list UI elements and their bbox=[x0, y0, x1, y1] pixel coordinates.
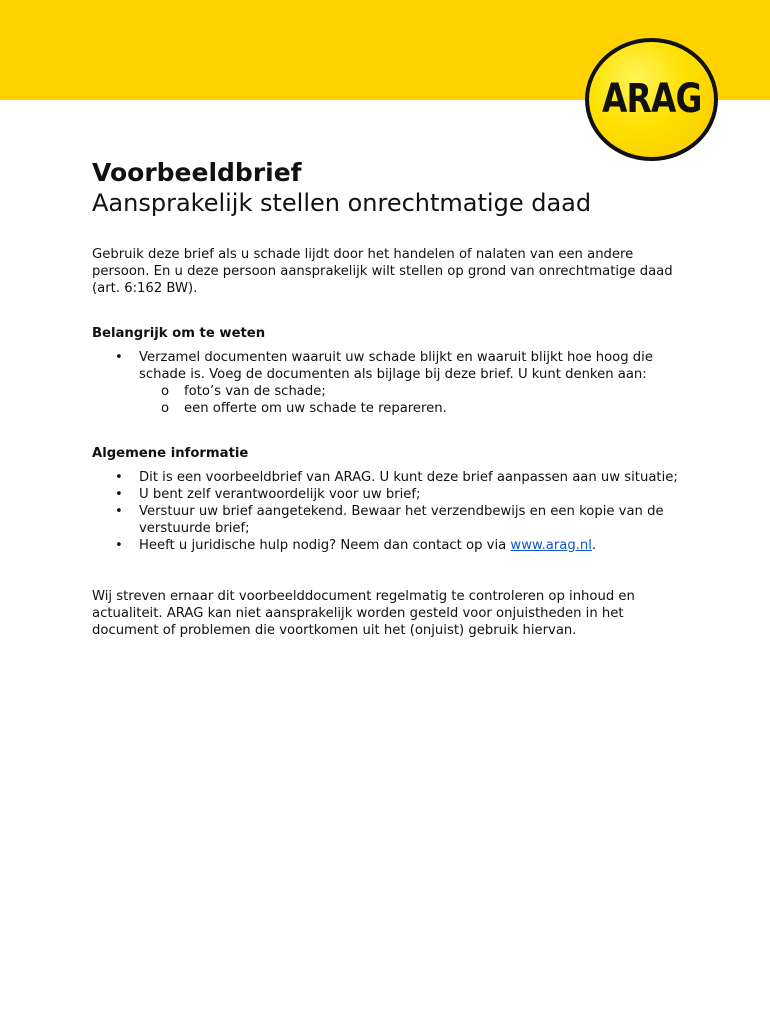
list-item bbox=[139, 537, 692, 554]
document-subtitle: Aansprakelijk stellen onrechtmatige daad bbox=[92, 189, 592, 217]
document-title: Voorbeeldbrief bbox=[92, 158, 302, 187]
list-item-suffix: . bbox=[591, 538, 597, 553]
important-heading: Belangrijk om te weten bbox=[92, 326, 266, 341]
arag-logo-disc bbox=[589, 42, 714, 157]
disclaimer-paragraph: Wij streven ernaar dit voorbeelddocument regelmatig te controleren op inhoud en actualiteit. ARAG kan niet aansprakelijk worden gesteld voor onjuistheden in het document of problemen die voortkomen uit het (onjuist) gebruik hiervan. bbox=[92, 589, 635, 638]
arag-logo bbox=[585, 38, 718, 161]
list-item: • Dit is een voorbeeldbrief van ARAG. U kunt deze brief aanpassen aan uw situatie; bbox=[139, 469, 692, 486]
list-item-text: Verzamel documenten waaruit uw schade blijkt en waaruit blijkt hoe hoog die schade is. Voeg de documenten als bijlage bij deze brief. U kunt denken aan: bbox=[139, 350, 653, 382]
general-list bbox=[92, 469, 692, 554]
important-list bbox=[92, 349, 692, 417]
list-item bbox=[139, 349, 692, 417]
list-item: • Verstuur uw brief aangetekend. Bewaar het verzendbewijs en een kopie van de verstuurde brief; bbox=[139, 503, 692, 537]
sub-list bbox=[139, 383, 692, 417]
document-body bbox=[92, 158, 692, 639]
arag-logo-text: ARAG bbox=[601, 75, 702, 122]
general-heading: Algemene informatie bbox=[92, 446, 249, 461]
arag-website-link[interactable]: www.arag.nl bbox=[510, 538, 592, 553]
list-item: • U bent zelf verantwoordelijk voor uw brief; bbox=[139, 486, 692, 503]
list-item-text: Heeft u juridische hulp nodig? Neem dan contact op via bbox=[139, 538, 511, 553]
sub-list-item: o foto’s van de schade; bbox=[184, 383, 692, 400]
sub-list-item: o een offerte om uw schade te repareren. bbox=[184, 400, 692, 417]
intro-paragraph: Gebruik deze brief als u schade lijdt door het handelen of nalaten van een andere persoon. En u deze persoon aansprakelijk wilt stellen op grond van onrechtmatige daad (art. 6:162 BW). bbox=[92, 247, 673, 296]
